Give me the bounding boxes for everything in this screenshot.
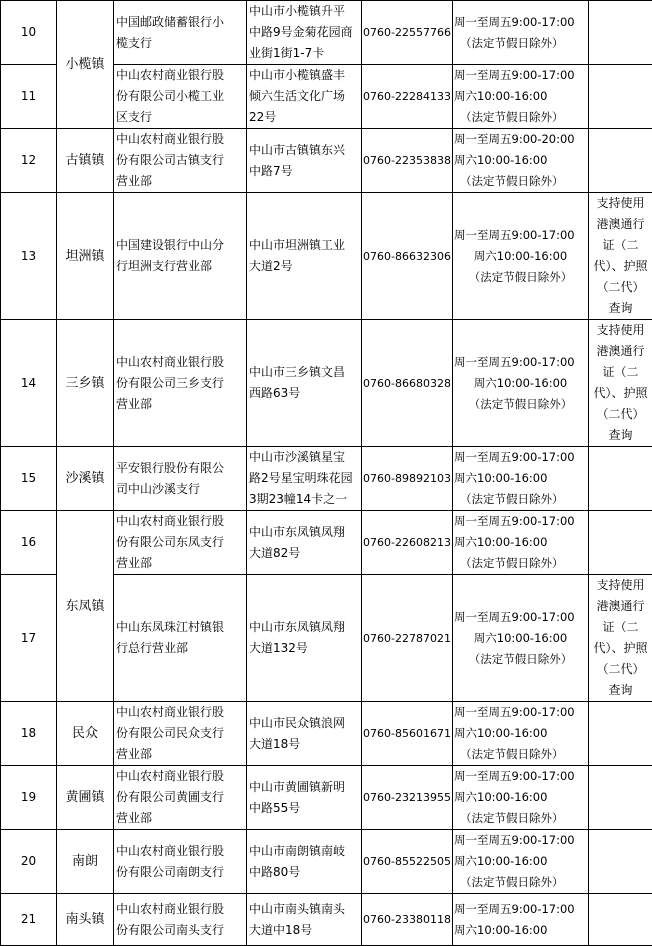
hours-line: （法定节假日除外） [454,553,587,574]
remark [589,320,652,447]
cell-line: 大道18号 [249,734,359,755]
table-row [1,702,652,766]
cell-line: 中山市三乡镇文昌 [249,362,359,383]
table-row [1,193,652,320]
hours-line: 周一至周五9:00-17:00 [454,702,587,723]
cell-line: 中山农村商业银行股 [116,766,244,787]
phone-number: 0760-86632306 [362,193,453,320]
table-body [1,1,652,946]
table-row [1,447,652,511]
cell-line: 营业部 [116,394,244,415]
cell-line: 3期23幢14卡之一 [249,489,359,510]
bank-name [114,193,247,320]
cell-line: 中路55号 [249,798,359,819]
bank-name [114,830,247,894]
row-number: 21 [1,894,57,946]
cell-line: 份有限公司三乡支行 [116,373,244,394]
cell-line: 中山农村商业银行股 [116,511,244,532]
bank-name [114,575,247,702]
cell-line: 司中山沙溪支行 [116,479,244,500]
hours-line: （法定节假日除外） [454,171,587,192]
hours-line: 周一至周五9:00-17:00 [454,607,587,628]
phone-number: 0760-22284133 [362,65,453,129]
phone-number: 0760-22353838 [362,129,453,193]
branch-address [247,193,362,320]
hours-line: 周一至周五9:00-17:00 [454,65,587,86]
phone-number: 0760-86680328 [362,320,453,447]
branch-address [247,447,362,511]
hours-line: 周一至周五9:00-17:00 [454,225,587,246]
hours-line: 周六10:00-16:00 [454,851,587,872]
remark [589,129,652,193]
business-hours [453,447,589,511]
town-name: 东凤镇 [57,511,114,702]
bank-name [114,766,247,830]
cell-line: 查询 [591,680,650,701]
row-number: 11 [1,65,57,129]
cell-line: 西路63号 [249,383,359,404]
cell-line: 中山农村商业银行股 [116,899,244,920]
town-name: 沙溪镇 [57,447,114,511]
hours-line: 周一至周五9:00-17:00 [454,511,587,532]
table-row [1,1,652,65]
remark [589,766,652,830]
cell-line: 倾六生活文化广场 [249,86,359,107]
cell-line: 中山东凤珠江村镇银 [116,617,244,638]
row-number: 14 [1,320,57,447]
cell-line: 大道82号 [249,543,359,564]
business-hours [453,511,589,575]
hours-line: 周六10:00-16:00 [454,150,587,171]
hours-line: （法定节假日除外） [454,489,587,510]
branch-address [247,894,362,946]
cell-line: 证（二 [591,362,650,383]
cell-line: 份有限公司古镇支行 [116,150,244,171]
cell-line: 代）、护照 [591,638,650,659]
cell-line: 中山市东凤镇凤翔 [249,522,359,543]
cell-line: 大道中18号 [249,920,359,941]
cell-line: 中山市坦洲镇工业 [249,235,359,256]
cell-line: 中山市南朗镇南岐 [249,841,359,862]
bank-name [114,129,247,193]
hours-line: （法定节假日除外） [454,744,587,765]
phone-number: 0760-89892103 [362,447,453,511]
business-hours [453,129,589,193]
cell-line: 中山农村商业银行股 [116,841,244,862]
hours-line: 周六10:00-16:00 [454,920,587,941]
branch-address [247,766,362,830]
branch-address [247,65,362,129]
cell-line: 港澳通行 [591,341,650,362]
cell-line: 榄支行 [116,33,244,54]
business-hours [453,830,589,894]
cell-line: 中山农村商业银行股 [116,702,244,723]
business-hours [453,65,589,129]
cell-line: 证（二 [591,617,650,638]
cell-line: 区支行 [116,107,244,128]
cell-line: 港澳通行 [591,596,650,617]
row-number: 18 [1,702,57,766]
branch-address [247,511,362,575]
hours-line: 周六10:00-16:00 [454,246,587,267]
hours-line: （法定节假日除外） [454,394,587,415]
cell-line: 中山农村商业银行股 [116,65,244,86]
hours-line: （法定节假日除外） [454,649,587,670]
town-name: 南头镇 [57,894,114,946]
cell-line: 份有限公司南头支行 [116,920,244,941]
cell-line: 支持使用 [591,575,650,596]
bank-name [114,1,247,65]
cell-line: 中路80号 [249,862,359,883]
cell-line: 中路7号 [249,161,359,182]
business-hours [453,1,589,65]
remark [589,830,652,894]
cell-line: 营业部 [116,171,244,192]
hours-line: （法定节假日除外） [454,808,587,829]
hours-line: 周一至周五9:00-17:00 [454,899,587,920]
hours-line: （法定节假日除外） [454,267,587,288]
cell-line: 份有限公司民众支行 [116,723,244,744]
branch-address [247,320,362,447]
business-hours [453,320,589,447]
cell-line: 份有限公司小榄工业 [116,86,244,107]
town-name: 黄圃镇 [57,766,114,830]
business-hours [453,894,589,946]
cell-line: 证（二 [591,235,650,256]
cell-line: 中山市黄圃镇新明 [249,777,359,798]
hours-line: 周六10:00-16:00 [454,86,587,107]
cell-line: 中山市沙溪镇星宝 [249,447,359,468]
town-name: 古镇镇 [57,129,114,193]
cell-line: 大道2号 [249,256,359,277]
remark [589,511,652,575]
cell-line: 港澳通行 [591,214,650,235]
cell-line: 大道132号 [249,638,359,659]
bank-name [114,702,247,766]
row-number: 16 [1,511,57,575]
hours-line: 周六10:00-16:00 [454,628,587,649]
cell-line: 查询 [591,298,650,319]
table-row [1,894,652,946]
bank-name [114,65,247,129]
cell-line: 行坦洲支行营业部 [116,256,244,277]
phone-number: 0760-85601671 [362,702,453,766]
town-name: 坦洲镇 [57,193,114,320]
table-row [1,830,652,894]
phone-number: 0760-23380118 [362,894,453,946]
hours-line: 周一至周五9:00-17:00 [454,766,587,787]
hours-line: （法定节假日除外） [454,872,587,893]
cell-line: 支持使用 [591,193,650,214]
table-row [1,511,652,575]
phone-number: 0760-85522505 [362,830,453,894]
town-name: 民众 [57,702,114,766]
remark [589,1,652,65]
table-row [1,320,652,447]
remark [589,894,652,946]
branch-address [247,1,362,65]
phone-number: 0760-23213955 [362,766,453,830]
bank-name [114,320,247,447]
branch-address [247,575,362,702]
hours-line: （法定节假日除外） [454,107,587,128]
hours-line: 周六10:00-16:00 [454,723,587,744]
cell-line: 营业部 [116,744,244,765]
bank-name [114,511,247,575]
business-hours [453,193,589,320]
town-name: 小榄镇 [57,1,114,129]
phone-number: 0760-22557766 [362,1,453,65]
phone-number: 0760-22787021 [362,575,453,702]
town-name: 三乡镇 [57,320,114,447]
row-number: 20 [1,830,57,894]
branch-address [247,129,362,193]
cell-line: 支持使用 [591,320,650,341]
row-number: 10 [1,1,57,65]
cell-line: 代）、护照 [591,256,650,277]
table-row [1,129,652,193]
cell-line: 中山农村商业银行股 [116,352,244,373]
hours-line: 周六10:00-16:00 [454,532,587,553]
cell-line: 查询 [591,425,650,446]
business-hours [453,766,589,830]
town-name: 南朗 [57,830,114,894]
remark [589,702,652,766]
cell-line: 中山市南头镇南头 [249,899,359,920]
hours-line: 周六10:00-16:00 [454,468,587,489]
remark [589,193,652,320]
bank-name [114,447,247,511]
bank-name [114,894,247,946]
cell-line: （二代） [591,404,650,425]
cell-line: 中山农村商业银行股 [116,129,244,150]
hours-line: 周一至周五9:00-17:00 [454,830,587,851]
remark [589,447,652,511]
phone-number: 0760-22608213 [362,511,453,575]
cell-line: 中国邮政储蓄银行小 [116,12,244,33]
hours-line: 周一至周五9:00-17:00 [454,352,587,373]
cell-line: 中国建设银行中山分 [116,235,244,256]
row-number: 17 [1,575,57,702]
cell-line: 中山市古镇镇东兴 [249,140,359,161]
branch-address [247,702,362,766]
cell-line: 份有限公司黄圃支行 [116,787,244,808]
remark [589,65,652,129]
cell-line: 中山市东凤镇凤翔 [249,617,359,638]
hours-line: 周六10:00-16:00 [454,373,587,394]
cell-line: （二代） [591,659,650,680]
row-number: 12 [1,129,57,193]
cell-line: 营业部 [116,553,244,574]
branch-address [247,830,362,894]
hours-line: 周一至周五9:00-17:00 [454,447,587,468]
cell-line: 份有限公司东凤支行 [116,532,244,553]
cell-line: （二代） [591,277,650,298]
business-hours [453,575,589,702]
hours-line: 周六10:00-16:00 [454,787,587,808]
row-number: 19 [1,766,57,830]
hours-line: 周一至周五9:00-20:00 [454,129,587,150]
cell-line: 中山市民众镇浪网 [249,713,359,734]
hours-line: （法定节假日除外） [454,33,587,54]
table-row [1,766,652,830]
row-number: 15 [1,447,57,511]
cell-line: 代）、护照 [591,383,650,404]
cell-line: 路2号星宝明珠花园 [249,468,359,489]
cell-line: 中路9号金菊花园商 [249,22,359,43]
cell-line: 平安银行股份有限公 [116,458,244,479]
business-hours [453,702,589,766]
cell-line: 中山市小榄镇盛丰 [249,65,359,86]
remark [589,575,652,702]
cell-line: 行总行营业部 [116,638,244,659]
cell-line: 份有限公司南朗支行 [116,862,244,883]
cell-line: 营业部 [116,808,244,829]
cell-line: 中山市小榄镇升平 [249,1,359,22]
hours-line: 周一至周五9:00-17:00 [454,12,587,33]
row-number: 13 [1,193,57,320]
cell-line: 22号 [249,107,359,128]
cell-line: 业街1街1-7卡 [249,43,359,64]
